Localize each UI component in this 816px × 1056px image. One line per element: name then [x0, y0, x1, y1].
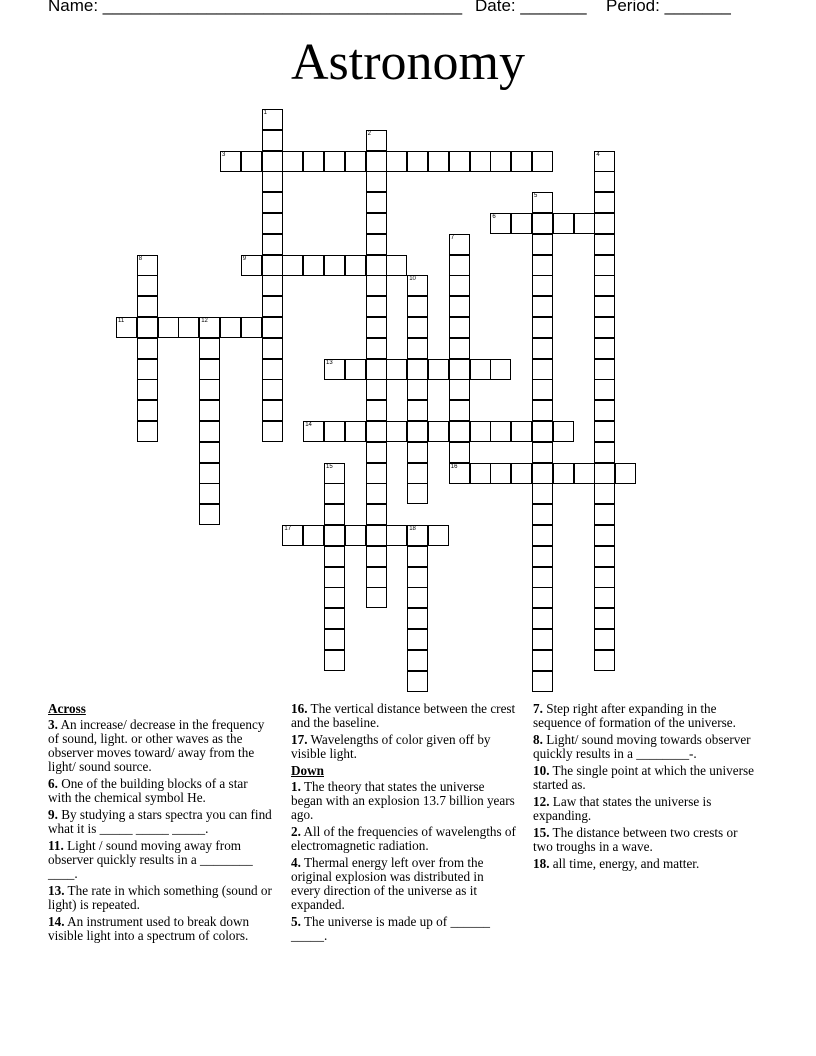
cell-number: 5 — [534, 193, 538, 200]
grid-cell[interactable] — [137, 359, 158, 380]
cell-number: 13 — [326, 359, 333, 366]
grid-cell[interactable] — [532, 421, 553, 442]
grid-cell[interactable] — [366, 130, 387, 151]
grid-cell[interactable] — [366, 151, 387, 172]
grid-cell[interactable] — [262, 359, 283, 380]
grid-cell[interactable] — [449, 296, 470, 317]
grid-cell[interactable] — [594, 421, 615, 442]
grid-cell[interactable] — [137, 296, 158, 317]
grid-cell[interactable] — [345, 525, 366, 546]
grid-cell[interactable] — [324, 546, 345, 567]
grid-cell[interactable] — [407, 151, 428, 172]
grid-cell[interactable] — [407, 546, 428, 567]
grid-cell[interactable] — [324, 525, 345, 546]
grid-cell[interactable] — [532, 213, 553, 234]
grid-cell[interactable] — [449, 442, 470, 463]
across-heading: Across — [48, 701, 86, 716]
grid-cell[interactable] — [407, 296, 428, 317]
grid-cell[interactable] — [366, 442, 387, 463]
grid-cell[interactable] — [532, 671, 553, 692]
grid-cell[interactable] — [594, 442, 615, 463]
grid-cell[interactable] — [407, 275, 428, 296]
grid-cell[interactable] — [241, 255, 262, 276]
clue-across-6: 6. One of the building blocks of a star with the chemical symbol He. — [48, 776, 248, 805]
grid-cell[interactable] — [407, 442, 428, 463]
grid-cell[interactable] — [470, 421, 491, 442]
clue-across-17: 17. Wavelengths of color given off by visible light. — [291, 732, 491, 761]
cell-number: 7 — [450, 234, 455, 241]
grid-cell[interactable] — [220, 151, 241, 172]
grid-cell[interactable] — [594, 234, 615, 255]
cell-number: 17 — [284, 526, 292, 532]
cell-number: 14 — [305, 422, 312, 428]
grid-cell[interactable] — [158, 317, 179, 338]
grid-cell[interactable] — [594, 338, 615, 359]
grid-cell[interactable] — [594, 483, 615, 504]
grid-cell[interactable] — [594, 275, 615, 296]
grid-cell[interactable] — [594, 400, 615, 421]
grid-cell[interactable] — [594, 587, 615, 608]
grid-cell[interactable] — [470, 151, 491, 172]
grid-cell[interactable] — [553, 421, 574, 442]
grid-cell[interactable] — [449, 317, 470, 338]
grid-cell[interactable] — [594, 379, 615, 400]
clue-across-16: 16. The vertical distance between the crest and the baseline. — [291, 701, 516, 730]
grid-cell[interactable] — [532, 317, 553, 338]
grid-cell[interactable] — [532, 379, 553, 400]
grid-cell[interactable] — [303, 525, 324, 546]
grid-cell[interactable] — [241, 151, 262, 172]
clue-down-15: 15. The distance between two crests or two troughs in a wave. — [533, 825, 738, 854]
clue-down-18: 18. all time, energy, and matter. — [533, 856, 700, 871]
grid-cell[interactable] — [407, 671, 428, 692]
grid-cell[interactable] — [366, 213, 387, 234]
cell-number: 12 — [201, 318, 208, 324]
grid-cell[interactable] — [428, 525, 449, 546]
grid-cell[interactable] — [407, 379, 428, 400]
name-field[interactable]: Name: ______________________________________ — [48, 0, 463, 15]
clue-down-5: 5. The universe is made up of ______ _____. — [291, 914, 491, 943]
grid-cell[interactable] — [574, 463, 595, 484]
grid-cell[interactable] — [199, 504, 220, 525]
grid-cell[interactable] — [407, 650, 428, 671]
grid-cell[interactable] — [386, 255, 407, 276]
grid-cell[interactable] — [532, 359, 553, 380]
grid-cell[interactable] — [324, 504, 345, 525]
cell-number: 3 — [222, 151, 226, 158]
grid-cell[interactable] — [366, 255, 387, 276]
grid-cell[interactable] — [532, 629, 553, 650]
grid-cell[interactable] — [594, 317, 615, 338]
grid-cell[interactable] — [220, 317, 241, 338]
grid-cell[interactable] — [449, 338, 470, 359]
clue-down-4: 4. Thermal energy left over from the original explosion was distributed in every direction of the universe as it expanded. — [291, 855, 484, 912]
cell-number: 16 — [450, 463, 458, 470]
grid-cell[interactable] — [594, 151, 615, 172]
grid-cell[interactable] — [594, 255, 615, 276]
grid-cell[interactable] — [407, 629, 428, 650]
grid-cell[interactable] — [532, 483, 553, 504]
grid-cell[interactable] — [407, 338, 428, 359]
clue-across-11: 11. Light / sound moving away from observer quickly results in a ________ ____. — [48, 838, 253, 881]
grid-cell[interactable] — [137, 317, 158, 338]
grid-cell[interactable] — [449, 359, 470, 380]
grid-cell[interactable] — [345, 255, 366, 276]
grid-cell[interactable] — [262, 109, 283, 130]
cell-number: 10 — [409, 276, 416, 283]
grid-cell[interactable] — [303, 255, 324, 276]
grid-cell[interactable] — [262, 400, 283, 421]
grid-cell[interactable] — [449, 275, 470, 296]
clue-down-8: 8. Light/ sound moving towards observer quickly results in a ________-. — [533, 732, 751, 761]
grid-cell[interactable] — [262, 130, 283, 151]
cell-number: 9 — [242, 255, 247, 262]
period-field[interactable]: Period: _______ — [606, 0, 731, 15]
grid-cell[interactable] — [532, 151, 553, 172]
grid-cell[interactable] — [532, 546, 553, 567]
grid-cell[interactable] — [594, 213, 615, 234]
grid-cell[interactable] — [386, 151, 407, 172]
grid-cell[interactable] — [366, 567, 387, 588]
grid-cell[interactable] — [199, 421, 220, 442]
grid-cell[interactable] — [324, 151, 345, 172]
grid-cell[interactable] — [324, 650, 345, 671]
grid-cell[interactable] — [594, 504, 615, 525]
grid-cell[interactable] — [116, 317, 137, 338]
grid-cell[interactable] — [532, 567, 553, 588]
grid-cell[interactable] — [532, 192, 553, 213]
grid-cell[interactable] — [449, 151, 470, 172]
grid-cell[interactable] — [303, 421, 324, 442]
grid-cell[interactable] — [366, 400, 387, 421]
grid-cell[interactable] — [282, 255, 303, 276]
grid-cell[interactable] — [366, 192, 387, 213]
grid-cell[interactable] — [366, 546, 387, 567]
cell-number: 15 — [326, 463, 333, 470]
clue-across-14: 14. An instrument used to break down visible light into a spectrum of colors. — [48, 914, 250, 943]
grid-cell[interactable] — [386, 359, 407, 380]
grid-cell[interactable] — [366, 483, 387, 504]
grid-cell[interactable] — [324, 421, 345, 442]
grid-cell[interactable] — [262, 296, 283, 317]
grid-cell[interactable] — [449, 379, 470, 400]
grid-cell[interactable] — [366, 296, 387, 317]
grid-cell[interactable] — [262, 379, 283, 400]
grid-cell[interactable] — [449, 255, 470, 276]
grid-cell[interactable] — [594, 296, 615, 317]
grid-cell[interactable] — [137, 275, 158, 296]
grid-cell[interactable] — [199, 483, 220, 504]
grid-cell[interactable] — [324, 359, 345, 380]
grid-cell[interactable] — [490, 213, 511, 234]
grid-cell[interactable] — [282, 525, 303, 546]
clues-column-2 — [291, 702, 516, 946]
grid-cell[interactable] — [428, 421, 449, 442]
grid-cell[interactable] — [324, 608, 345, 629]
grid-cell[interactable] — [199, 379, 220, 400]
grid-cell[interactable] — [532, 234, 553, 255]
grid-cell[interactable] — [366, 587, 387, 608]
grid-cell[interactable] — [532, 400, 553, 421]
grid-cell[interactable] — [511, 213, 532, 234]
clue-down-1: 1. The theory that states the universe began with an explosion 13.7 billion years ago. — [291, 779, 515, 822]
grid-cell[interactable] — [532, 463, 553, 484]
grid-cell[interactable] — [470, 463, 491, 484]
grid-cell[interactable] — [511, 421, 532, 442]
grid-cell[interactable] — [407, 587, 428, 608]
grid-cell[interactable] — [324, 629, 345, 650]
grid-cell[interactable] — [553, 463, 574, 484]
grid-cell[interactable] — [449, 234, 470, 255]
grid-cell[interactable] — [303, 151, 324, 172]
grid-cell[interactable] — [366, 234, 387, 255]
grid-cell[interactable] — [594, 629, 615, 650]
grid-cell[interactable] — [490, 463, 511, 484]
grid-cell[interactable] — [199, 338, 220, 359]
grid-cell[interactable] — [532, 442, 553, 463]
grid-cell[interactable] — [594, 359, 615, 380]
clue-across-13: 13. The rate in which something (sound or light) is repeated. — [48, 883, 272, 912]
grid-cell[interactable] — [199, 463, 220, 484]
grid-cell[interactable] — [262, 338, 283, 359]
cell-number: 8 — [138, 255, 143, 262]
clues-column-3 — [533, 702, 758, 874]
clue-down-7: 7. Step right after expanding in the sequence of formation of the universe. — [533, 701, 736, 730]
grid-cell[interactable] — [574, 213, 595, 234]
grid-cell[interactable] — [262, 275, 283, 296]
grid-cell[interactable] — [490, 151, 511, 172]
clue-down-2: 2. All of the frequencies of wavelengths of electromagnetic radiation. — [291, 824, 516, 853]
grid-cell[interactable] — [324, 483, 345, 504]
grid-cell[interactable] — [428, 151, 449, 172]
grid-cell[interactable] — [366, 317, 387, 338]
grid-cell[interactable] — [262, 151, 283, 172]
grid-cell[interactable] — [345, 359, 366, 380]
grid-cell[interactable] — [594, 192, 615, 213]
grid-cell[interactable] — [407, 359, 428, 380]
grid-cell[interactable] — [366, 379, 387, 400]
grid-cell[interactable] — [594, 525, 615, 546]
grid-cell[interactable] — [407, 317, 428, 338]
cell-number: 2 — [367, 130, 371, 137]
grid-cell[interactable] — [241, 317, 262, 338]
down-heading: Down — [291, 763, 324, 778]
grid-cell[interactable] — [532, 275, 553, 296]
grid-cell[interactable] — [532, 296, 553, 317]
grid-cell[interactable] — [262, 192, 283, 213]
grid-cell[interactable] — [407, 400, 428, 421]
grid-cell[interactable] — [407, 421, 428, 442]
cell-number: 18 — [409, 526, 416, 532]
clues-column-1 — [48, 702, 273, 946]
grid-cell[interactable] — [594, 608, 615, 629]
page-title: Astronomy — [291, 34, 525, 91]
grid-cell[interactable] — [594, 463, 615, 484]
grid-cell[interactable] — [449, 400, 470, 421]
grid-cell[interactable] — [178, 317, 199, 338]
grid-cell[interactable] — [532, 338, 553, 359]
grid-cell[interactable] — [615, 463, 636, 484]
cell-number: 11 — [118, 318, 125, 324]
grid-cell[interactable] — [407, 463, 428, 484]
grid-cell[interactable] — [137, 400, 158, 421]
grid-cell[interactable] — [407, 608, 428, 629]
grid-cell[interactable] — [386, 525, 407, 546]
grid-cell[interactable] — [324, 567, 345, 588]
grid-cell[interactable] — [262, 317, 283, 338]
grid-cell[interactable] — [490, 359, 511, 380]
clue-down-10: 10. The single point at which the universe started as. — [533, 763, 754, 792]
grid-cell[interactable] — [428, 359, 449, 380]
grid-cell[interactable] — [407, 567, 428, 588]
grid-cell[interactable] — [594, 567, 615, 588]
cell-number: 1 — [263, 110, 267, 116]
grid-cell[interactable] — [532, 255, 553, 276]
grid-cell[interactable] — [324, 587, 345, 608]
grid-cell[interactable] — [532, 525, 553, 546]
grid-cell[interactable] — [366, 275, 387, 296]
grid-cell[interactable] — [199, 400, 220, 421]
grid-cell[interactable] — [199, 317, 220, 338]
grid-cell[interactable] — [553, 213, 574, 234]
grid-cell[interactable] — [262, 213, 283, 234]
clue-across-9: 9. By studying a stars spectra you can find what it is _____ _____ _____. — [48, 807, 272, 836]
grid-cell[interactable] — [366, 463, 387, 484]
grid-cell[interactable] — [199, 359, 220, 380]
grid-cell[interactable] — [262, 255, 283, 276]
grid-cell[interactable] — [262, 421, 283, 442]
grid-cell[interactable] — [532, 587, 553, 608]
grid-cell[interactable] — [324, 463, 345, 484]
grid-cell[interactable] — [407, 483, 428, 504]
date-field[interactable]: Date: _______ — [475, 0, 587, 15]
grid-cell[interactable] — [262, 234, 283, 255]
grid-cell[interactable] — [594, 650, 615, 671]
grid-cell[interactable] — [532, 504, 553, 525]
grid-cell[interactable] — [366, 421, 387, 442]
grid-cell[interactable] — [366, 504, 387, 525]
grid-cell[interactable] — [490, 421, 511, 442]
grid-cell[interactable] — [345, 151, 366, 172]
cell-number: 4 — [596, 151, 600, 158]
grid-cell[interactable] — [366, 359, 387, 380]
grid-cell[interactable] — [345, 421, 366, 442]
grid-cell[interactable] — [511, 151, 532, 172]
grid-cell[interactable] — [449, 421, 470, 442]
grid-cell[interactable] — [282, 151, 303, 172]
grid-cell[interactable] — [594, 546, 615, 567]
grid-cell[interactable] — [366, 171, 387, 192]
clue-across-3: 3. An increase/ decrease in the frequency of sound, light. or other waves as the observer moves toward/ away from the light/ sound source. — [48, 717, 265, 774]
cell-number: 6 — [492, 214, 496, 220]
grid-cell[interactable] — [532, 608, 553, 629]
grid-cell[interactable] — [137, 379, 158, 400]
grid-cell[interactable] — [511, 463, 532, 484]
grid-cell[interactable] — [366, 525, 387, 546]
grid-cell[interactable] — [449, 463, 470, 484]
grid-cell[interactable] — [324, 255, 345, 276]
grid-cell[interactable] — [137, 421, 158, 442]
clue-down-12: 12. Law that states the universe is expanding. — [533, 794, 712, 823]
grid-cell[interactable] — [262, 171, 283, 192]
grid-cell[interactable] — [137, 338, 158, 359]
grid-cell[interactable] — [366, 338, 387, 359]
grid-cell[interactable] — [470, 359, 491, 380]
grid-cell[interactable] — [594, 171, 615, 192]
grid-cell[interactable] — [407, 525, 428, 546]
grid-cell[interactable] — [532, 650, 553, 671]
grid-cell[interactable] — [137, 255, 158, 276]
grid-cell[interactable] — [199, 442, 220, 463]
grid-cell[interactable] — [386, 421, 407, 442]
